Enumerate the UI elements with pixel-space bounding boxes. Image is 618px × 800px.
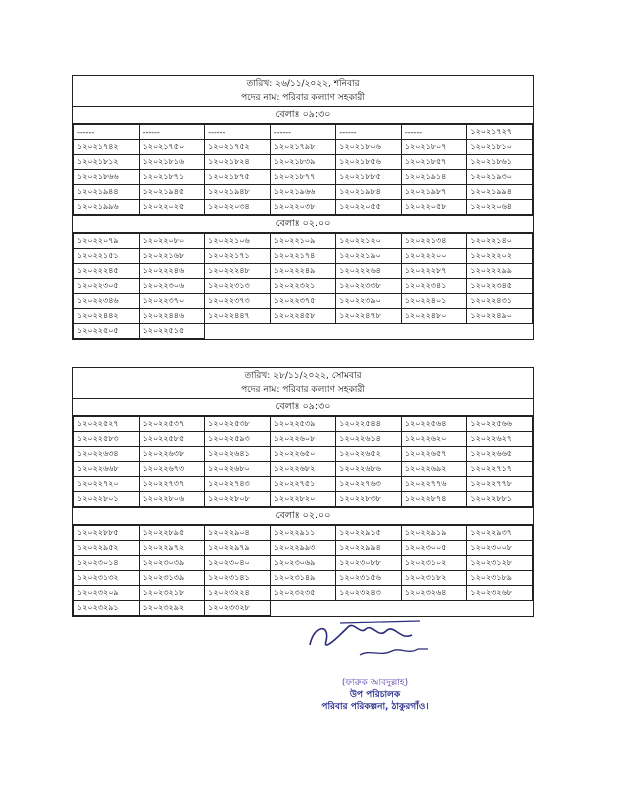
roll-number-cell: ১২০২২৮৯৫ xyxy=(139,526,205,541)
roll-number-cell: ১২০২১৯৬৬ xyxy=(270,185,336,200)
roll-number-cell: ১২০২৩০৪০ xyxy=(205,556,271,571)
roll-number-cell: ১২০২২৭৭৮ xyxy=(467,477,533,492)
roll-number-cell: ১২০২১৯১৪ xyxy=(401,170,467,185)
session-label: বেলাঃ ০২.০০ xyxy=(73,507,533,525)
roll-number-cell: ১২০২২৯৫২ xyxy=(74,541,140,556)
roll-number-cell: ১২০২২৯১৫ xyxy=(336,526,402,541)
roll-number-cell: ১২০২২২৪৯ xyxy=(270,264,336,279)
table-row xyxy=(74,556,533,571)
table-row xyxy=(74,155,533,170)
table-row xyxy=(74,125,533,140)
roll-number-cell: ১২০২২০৩৪ xyxy=(205,200,271,215)
roll-number-cell: ১২০২৩১০২ xyxy=(401,556,467,571)
roll-number-cell: ১২০২১৮৩৯ xyxy=(270,155,336,170)
roll-number-cell: ১২০২২৫৮৫ xyxy=(139,432,205,447)
roll-number-cell: ১২০২২৩৭৩ xyxy=(205,294,271,309)
roll-number-cell: ১২০২৩১৪৯ xyxy=(270,571,336,586)
roll-number-cell: ১২০২২১৪০ xyxy=(467,234,533,249)
roll-number-cell: ১২০২১৮১০ xyxy=(467,140,533,155)
roll-number-cell: ১২০২২৬২৭ xyxy=(467,432,533,447)
post-line: পদের নাম: পরিবার কল্যাণ সহকারী xyxy=(241,93,365,103)
roll-number-cell: ১২০২১৮৭১ xyxy=(139,170,205,185)
roll-number-cell: ১২০২২৩৪৫ xyxy=(467,279,533,294)
roll-number-cell: ১২০২৩০৬৯ xyxy=(270,556,336,571)
roll-number-cell: ------ xyxy=(205,125,271,140)
table-row xyxy=(74,140,533,155)
date-line: তারিখ: ২৬/১১/২০২২, শনিবার xyxy=(246,79,360,89)
roll-number-cell: ১২০২৩২০৯ xyxy=(74,586,140,601)
roll-number-cell: ১২০২২৫৩৮ xyxy=(205,417,271,432)
roll-number-cell: ১২০২২৩৪১ xyxy=(401,279,467,294)
roll-number-cell: ১২০২৩১৮৯ xyxy=(467,571,533,586)
roll-number-cell: ১২০২২৫৩৭ xyxy=(139,417,205,432)
empty-cell xyxy=(205,324,271,339)
roll-number-cell: ১২০২২৬৫০ xyxy=(270,447,336,462)
roll-number-cell: ১২০২২৩২১ xyxy=(270,279,336,294)
roll-number-cell: ১২০২২০৬৪ xyxy=(467,200,533,215)
date-line: তারিখ: ২৮/১১/২০২২, সোমবার xyxy=(244,371,362,381)
signature-stamp xyxy=(305,677,445,713)
roll-number-cell: ১২০২২৬৪১ xyxy=(205,447,271,462)
roll-number-cell: ১২০২২১৫১ xyxy=(74,249,140,264)
roll-number-cell: ১২০২১৯৮৪ xyxy=(336,185,402,200)
session-label: বেলাঃ ০৯:৩০ xyxy=(73,107,533,124)
roll-number-cell: ১২০২১৮৮৫ xyxy=(336,170,402,185)
roll-number-cell: ১২০২২৬১৪ xyxy=(336,432,402,447)
roll-number-cell: ১২০২২০৮০ xyxy=(139,234,205,249)
roll-number-cell: ১২০২২৯১১ xyxy=(270,526,336,541)
roll-number-cell: ১২০২২০৭৯ xyxy=(74,234,140,249)
roll-number-cell: ১২০২২২৮৭ xyxy=(401,264,467,279)
roll-number-cell: ১২০২২৭৩৭ xyxy=(139,477,205,492)
empty-cell xyxy=(336,324,402,339)
table-row xyxy=(74,170,533,185)
roll-table xyxy=(73,233,533,339)
table-row xyxy=(74,541,533,556)
roll-number-cell: ১২০২২২৪৬ xyxy=(139,264,205,279)
roll-number-cell: ১২০২২৪৭৮ xyxy=(336,309,402,324)
table-row xyxy=(74,234,533,249)
roll-number-cell: ১২০২২৩১৩ xyxy=(205,279,271,294)
table-row xyxy=(74,185,533,200)
roll-number-cell: ১২০২১৭৪২ xyxy=(74,140,140,155)
post-line: পদের নাম: পরিবার কল্যাণ সহকারী xyxy=(241,385,365,395)
roll-number-cell: ১২০২২৩৭০ xyxy=(139,294,205,309)
roll-number-cell: ১২০২৩২২৪ xyxy=(205,586,271,601)
roll-number-cell: ১২০২৩১৩২ xyxy=(74,571,140,586)
roll-number-cell: ১২০২৩০০৫ xyxy=(401,541,467,556)
roll-number-cell: ১২০২২৮৭৪ xyxy=(401,492,467,507)
roll-number-cell: ১২০২১৭৫২ xyxy=(205,140,271,155)
roll-number-cell: ১২০২২৪৩১ xyxy=(467,294,533,309)
roll-number-cell: ১২০২২৩০৫ xyxy=(74,279,140,294)
roll-number-cell: ১২০২২৩৭৫ xyxy=(270,294,336,309)
roll-number-cell: ১২০২২৫২৭ xyxy=(74,417,140,432)
roll-number-cell: ১২০২২৬৮০ xyxy=(205,462,271,477)
roll-number-cell: ১২০২৩২৬৪ xyxy=(401,586,467,601)
roll-number-cell: ১২০২২৭৭৬ xyxy=(401,477,467,492)
roll-number-cell: ১২০২২১৩৪ xyxy=(401,234,467,249)
roll-number-cell: ১২০২৩২৬৮ xyxy=(467,586,533,601)
roll-number-cell: ১২০২১৮১৬ xyxy=(139,155,205,170)
table-row xyxy=(74,477,533,492)
schedule-block-2 xyxy=(72,367,534,617)
table-row xyxy=(74,324,533,339)
roll-number-cell: ১২০২২২৬৪ xyxy=(336,264,402,279)
roll-number-cell: ১২০২১৮৫৬ xyxy=(336,155,402,170)
table-row xyxy=(74,447,533,462)
roll-number-cell: ১২০২২৫৬৬ xyxy=(467,417,533,432)
roll-number-cell: ১২০২২৬৩৪ xyxy=(74,447,140,462)
roll-number-cell: ------ xyxy=(74,125,140,140)
roll-number-cell: ১২০২২৯৭৯ xyxy=(205,541,271,556)
roll-number-cell: ১২০২২৭৫১ xyxy=(270,477,336,492)
handwritten-signature xyxy=(300,605,450,665)
roll-number-cell: ১২০২৩১২৮ xyxy=(467,556,533,571)
roll-number-cell: ১২০২২৭১৭ xyxy=(467,462,533,477)
roll-number-cell: ১২০২২৫৩৯ xyxy=(270,417,336,432)
roll-number-cell: ১২০২২৮২০ xyxy=(270,492,336,507)
roll-number-cell: ১২০২৩১৩৯ xyxy=(139,571,205,586)
roll-number-cell: ১২০২১৮৭৫ xyxy=(205,170,271,185)
roll-number-cell: ১২০২২১৬৮ xyxy=(139,249,205,264)
roll-number-cell: ১২০২২২০২ xyxy=(467,249,533,264)
roll-number-cell: ১২০২৩২৩৫ xyxy=(270,586,336,601)
roll-number-cell: ১২০২১৯৪৪ xyxy=(74,185,140,200)
roll-number-cell: ১২০২২৫১৫ xyxy=(139,324,205,339)
roll-number-cell: ১২০২১৮৬৬ xyxy=(74,170,140,185)
roll-number-cell: ১২০২১৯৯৬ xyxy=(74,200,140,215)
roll-number-cell: ১২০২১৭৯৮ xyxy=(270,140,336,155)
roll-number-cell: ------ xyxy=(401,125,467,140)
signatory-office: পরিবার পরিকল্পনা, ঠাকুরগাঁও। xyxy=(321,702,429,712)
roll-number-cell: ১২০২৩২১৮ xyxy=(139,586,205,601)
roll-number-cell: ১২০২২৫৪৪ xyxy=(336,417,402,432)
roll-number-cell: ১২০২৩২৪৩ xyxy=(336,586,402,601)
signatory-designation: উপ পরিচালক xyxy=(349,690,401,700)
roll-number-cell: ১২০২২০৫৫ xyxy=(336,200,402,215)
roll-number-cell: ১২০২২৮৩৮ xyxy=(336,492,402,507)
roll-number-cell: ১২০২২৫৯৩ xyxy=(205,432,271,447)
table-row xyxy=(74,571,533,586)
table-row xyxy=(74,417,533,432)
roll-number-cell: ১২০২২৩৩৮ xyxy=(336,279,402,294)
roll-number-cell: ১২০২২১০৯ xyxy=(270,234,336,249)
roll-number-cell: ১২০২২৬৮৬ xyxy=(336,462,402,477)
roll-number-cell: ১২০২২১৯০ xyxy=(336,249,402,264)
signatory-name: (ফারুক আবদুল্লাহ) xyxy=(341,678,409,688)
roll-number-cell: ১২০২৩০০৮ xyxy=(467,541,533,556)
roll-number-cell: ১২০২১৮০৭ xyxy=(401,140,467,155)
roll-number-cell: ১২০২২৭৪৩ xyxy=(205,477,271,492)
table-row xyxy=(74,432,533,447)
roll-number-cell: ------ xyxy=(139,125,205,140)
roll-number-cell: ১২০২২৪৪৬ xyxy=(139,309,205,324)
schedule-block-1 xyxy=(72,75,534,340)
table-row xyxy=(74,279,533,294)
roll-number-cell: ১২০২১৭২৭ xyxy=(467,125,533,140)
roll-number-cell: ১২০২২২৪৮ xyxy=(205,264,271,279)
roll-number-cell: ১২০২২৪৪২ xyxy=(74,309,140,324)
table-row xyxy=(74,294,533,309)
roll-number-cell: ১২০২১৭৫০ xyxy=(139,140,205,155)
block-header xyxy=(73,76,533,107)
roll-number-cell: ১২০২২৬৮২ xyxy=(270,462,336,477)
roll-number-cell: ১২০২২৮০৮ xyxy=(205,492,271,507)
empty-cell xyxy=(467,601,533,616)
roll-number-cell: ১২০২২৪৮০ xyxy=(401,309,467,324)
empty-cell xyxy=(467,324,533,339)
roll-number-cell: ১২০২১৯৯৪ xyxy=(467,185,533,200)
table-row xyxy=(74,526,533,541)
session-label: বেলাঃ ০২.০০ xyxy=(73,215,533,233)
roll-number-cell: ১২০২২৫৮৩ xyxy=(74,432,140,447)
roll-number-cell: ১২০২২৬৫২ xyxy=(336,447,402,462)
roll-number-cell: ১২০২১৯৪৫ xyxy=(139,185,205,200)
roll-number-cell: ১২০২২৫৬৪ xyxy=(401,417,467,432)
roll-number-cell: ১২০২২৬০৮ xyxy=(270,432,336,447)
roll-number-cell: ১২০২২১০৬ xyxy=(205,234,271,249)
roll-number-cell: ১২০২৩০১৪ xyxy=(74,556,140,571)
roll-number-cell: ১২০২২১৭১ xyxy=(205,249,271,264)
roll-table xyxy=(73,416,533,507)
roll-number-cell: ১২০২১৯৮৭ xyxy=(401,185,467,200)
roll-number-cell: ১২০২২৬২০ xyxy=(401,432,467,447)
roll-number-cell: ১২০২৩২৯২ xyxy=(139,601,205,616)
roll-number-cell: ১২০২২৯৭২ xyxy=(139,541,205,556)
roll-number-cell: ------ xyxy=(270,125,336,140)
roll-number-cell: ১২০২২৯৯৩ xyxy=(270,541,336,556)
roll-number-cell: ১২০২২৬৭৩ xyxy=(139,462,205,477)
roll-number-cell: ১২০২১৮৬১ xyxy=(467,155,533,170)
roll-number-cell: ১২০২২৪৯০ xyxy=(467,309,533,324)
roll-number-cell: ১২০২১৮৭৭ xyxy=(270,170,336,185)
roll-number-cell: ১২০২২৯১৯ xyxy=(401,526,467,541)
roll-number-cell: ১২০২২১২০ xyxy=(336,234,402,249)
roll-number-cell: ১২০২২০২৫ xyxy=(139,200,205,215)
roll-table xyxy=(73,124,533,215)
roll-number-cell: ১২০২১৮২৪ xyxy=(205,155,271,170)
empty-cell xyxy=(401,324,467,339)
roll-number-cell: ১২০২২২৯৯ xyxy=(467,264,533,279)
roll-number-cell: ১২০২২৪০১ xyxy=(401,294,467,309)
roll-number-cell: ------ xyxy=(336,125,402,140)
roll-number-cell: ১২০২২০৫৮ xyxy=(401,200,467,215)
roll-number-cell: ১২০২৩১৮২ xyxy=(401,571,467,586)
roll-number-cell: ১২০২২৯০৪ xyxy=(205,526,271,541)
roll-number-cell: ১২০২১৯৩০ xyxy=(467,170,533,185)
table-row xyxy=(74,586,533,601)
roll-number-cell: ১২০২২৬৫৭ xyxy=(401,447,467,462)
roll-table xyxy=(73,525,533,616)
roll-number-cell: ১২০২৩২৯১ xyxy=(74,601,140,616)
roll-number-cell: ১২০২২৮০৬ xyxy=(139,492,205,507)
table-row xyxy=(74,492,533,507)
table-row xyxy=(74,264,533,279)
roll-number-cell: ১২০২২২০০ xyxy=(401,249,467,264)
roll-number-cell: ১২০২৩০৩৯ xyxy=(139,556,205,571)
table-row xyxy=(74,249,533,264)
empty-cell xyxy=(270,324,336,339)
roll-number-cell: ১২০২২৩৪৬ xyxy=(74,294,140,309)
roll-number-cell: ১২০২২৩৯০ xyxy=(336,294,402,309)
table-row xyxy=(74,309,533,324)
table-row xyxy=(74,462,533,477)
roll-number-cell: ১২০২২৪৪৭ xyxy=(205,309,271,324)
roll-number-cell: ১২০২৩০৮৮ xyxy=(336,556,402,571)
table-row xyxy=(74,200,533,215)
roll-number-cell: ১২০২২৭২০ xyxy=(74,477,140,492)
roll-number-cell: ১২০২১৮১২ xyxy=(74,155,140,170)
roll-number-cell: ১২০২২৭৬৩ xyxy=(336,477,402,492)
roll-number-cell: ১২০২২৬৬৮ xyxy=(74,462,140,477)
roll-number-cell: ১২০২২৬৯২ xyxy=(401,462,467,477)
roll-number-cell: ১২০২১৮৫৭ xyxy=(401,155,467,170)
roll-number-cell: ১২০২২৮৮১ xyxy=(467,492,533,507)
roll-number-cell: ১২০২২৬৬৫ xyxy=(467,447,533,462)
roll-number-cell: ১২০২২৯৯৪ xyxy=(336,541,402,556)
roll-number-cell: ১২০২২৪৫৮ xyxy=(270,309,336,324)
roll-number-cell: ১২০২২৮০১ xyxy=(74,492,140,507)
session-label: বেলাঃ ০৯:৩০ xyxy=(73,399,533,416)
roll-number-cell: ১২০২২১৭৪ xyxy=(270,249,336,264)
roll-number-cell: ১২০২২৩০৬ xyxy=(139,279,205,294)
roll-number-cell: ১২০২৩১৫৬ xyxy=(336,571,402,586)
roll-number-cell: ১২০২২৯৩৭ xyxy=(467,526,533,541)
roll-number-cell: ১২০২২২৪৫ xyxy=(74,264,140,279)
roll-number-cell: ১২০২২৫০৫ xyxy=(74,324,140,339)
roll-number-cell: ১২০২১৮০৬ xyxy=(336,140,402,155)
roll-number-cell: ১২০২৩৩২৮ xyxy=(205,601,271,616)
roll-number-cell: ১২০২১৯৪৮ xyxy=(205,185,271,200)
block-header xyxy=(73,368,533,399)
roll-number-cell: ১২০২৩১৪১ xyxy=(205,571,271,586)
roll-number-cell: ১২০২২৮৮৫ xyxy=(74,526,140,541)
roll-number-cell: ১২০২২০৩৮ xyxy=(270,200,336,215)
roll-number-cell: ১২০২২৬৩৮ xyxy=(139,447,205,462)
